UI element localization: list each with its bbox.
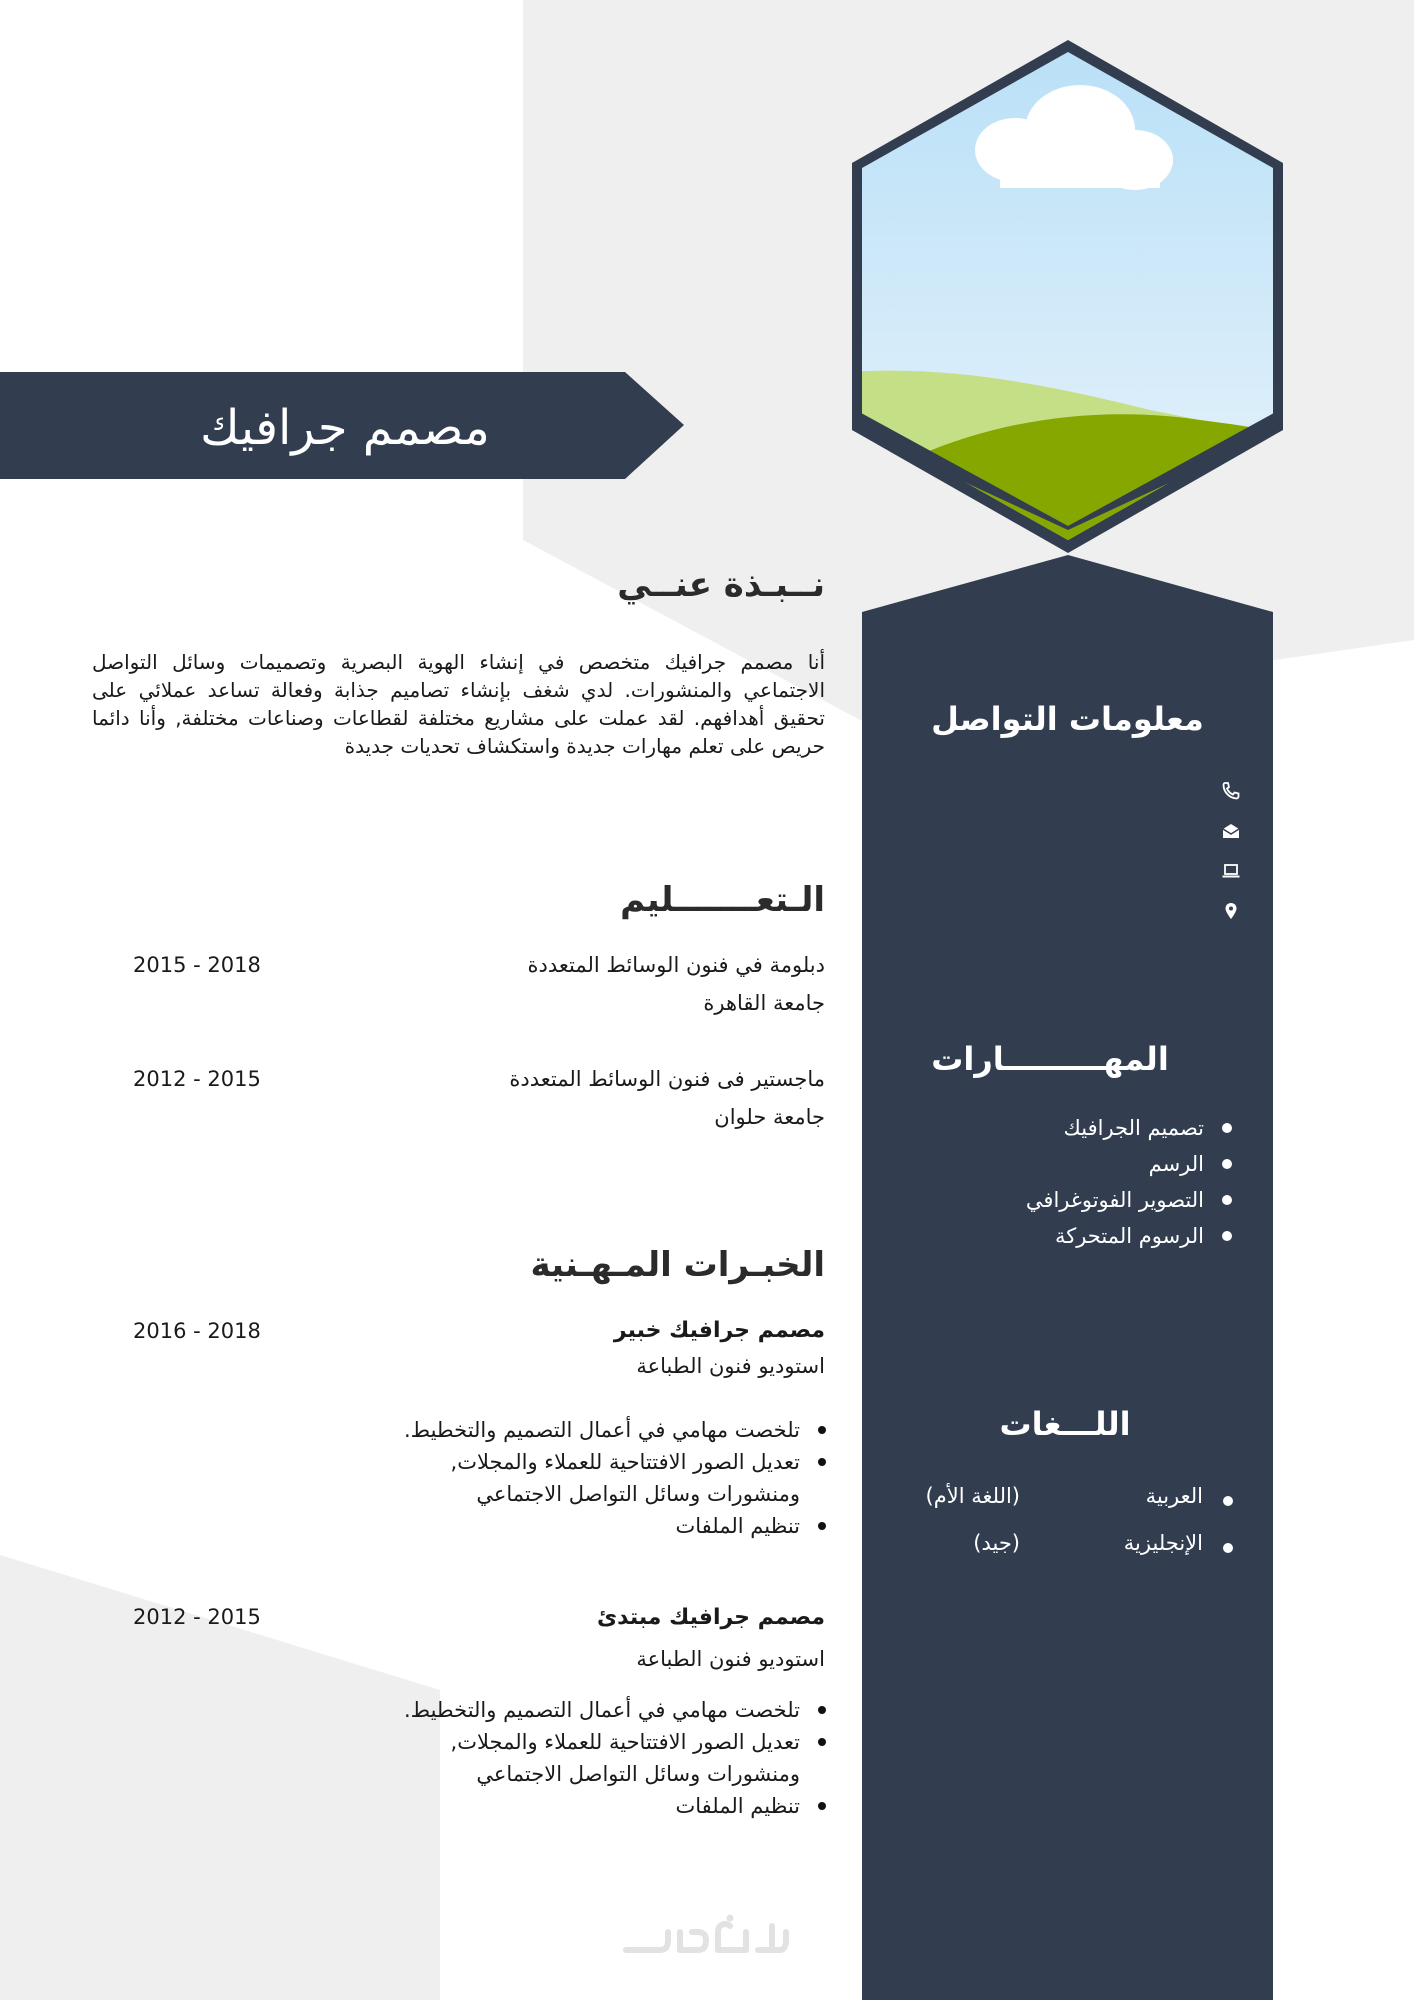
contact-heading: معلومات التواصل [931,700,1204,738]
languages-heading: اللـــغات [999,1405,1131,1443]
laptop-icon [1220,860,1242,882]
skill-item: الرسوم المتحركة [960,1218,1240,1254]
experience-years-2: 2012 - 2015 [133,1605,261,1629]
education-years-2: 2012 - 2015 [133,1067,261,1091]
education-school-1: جامعة القاهرة [703,991,825,1015]
education-degree-1: دبلومة في فنون الوسائط المتعددة [527,953,825,977]
language-bullet [1223,1543,1233,1553]
about-heading: نــبـذة عنــي [617,565,825,605]
experience-title-2: مصمم جرافيك مبتدئ [596,1605,825,1630]
duty-item: ومنشورات وسائل التواصل الاجتماعي [476,1762,800,1786]
skill-item: الرسم [960,1146,1240,1182]
education-years-1: 2015 - 2018 [133,953,261,977]
language-level-1: (اللغة الأم) [925,1484,1020,1508]
duty-item: تعديل الصور الافتتاحية للعملاء والمجلات, [300,1726,830,1758]
about-text: أنا مصمم جرافيك متخصص في إنشاء الهوية البصرية وتصميمات وسائل التواصل الاجتماعي والمنشورات. لدي شغف بإنشاء تصاميم جذابة وفعالة تساعد عملائي على تحقيق أهدافهم. لقد عملت على مشاريع مختلفة لقطاعات وصناعات مختلفة, وأنا دائما حريص على تعلم مهارات جديدة واستكشاف تحديات جديدة [92,650,825,758]
email-icon [1220,820,1242,842]
khamsat-logo [620,1910,790,1966]
duty-item: تنظيم الملفات [300,1790,830,1822]
duty-item: تلخصت مهامي في أعمال التصميم والتخطيط. [300,1694,830,1726]
education-school-2: جامعة حلوان [714,1105,825,1129]
language-name-2: الإنجليزية [1123,1531,1203,1555]
duty-item: تنظيم الملفات [300,1510,830,1542]
skills-list [960,1110,1240,1254]
skill-item: التصوير الفوتوغرافي [960,1182,1240,1218]
experience-duties-1 [300,1414,830,1542]
experience-company-2: استوديو فنون الطباعة [636,1647,825,1671]
skills-heading: المهـــــــــارات [931,1040,1169,1078]
education-degree-2: ماجستير فى فنون الوسائط المتعددة [509,1067,825,1091]
experience-years-1: 2016 - 2018 [133,1319,261,1343]
duty-item: ومنشورات وسائل التواصل الاجتماعي [476,1482,800,1506]
language-bullet [1223,1496,1233,1506]
job-title-banner-text: مصمم جرافيك [200,400,490,456]
experience-heading: الخبـرات المـهـنية [530,1245,825,1285]
skill-item: تصميم الجرافيك [960,1110,1240,1146]
experience-company-1: استوديو فنون الطباعة [636,1354,825,1378]
duty-item: تلخصت مهامي في أعمال التصميم والتخطيط. [300,1414,830,1446]
language-name-1: العربية [1145,1484,1203,1508]
education-heading: الـتعـــــــليم [620,880,825,920]
language-level-2: (جيد) [973,1531,1020,1555]
experience-duties-2 [300,1694,830,1822]
duty-item: تعديل الصور الافتتاحية للعملاء والمجلات, [300,1446,830,1478]
phone-icon [1220,780,1242,802]
location-icon [1220,900,1242,922]
experience-title-1: مصمم جرافيك خبير [613,1318,825,1343]
navy-side-panel [862,555,1273,2000]
